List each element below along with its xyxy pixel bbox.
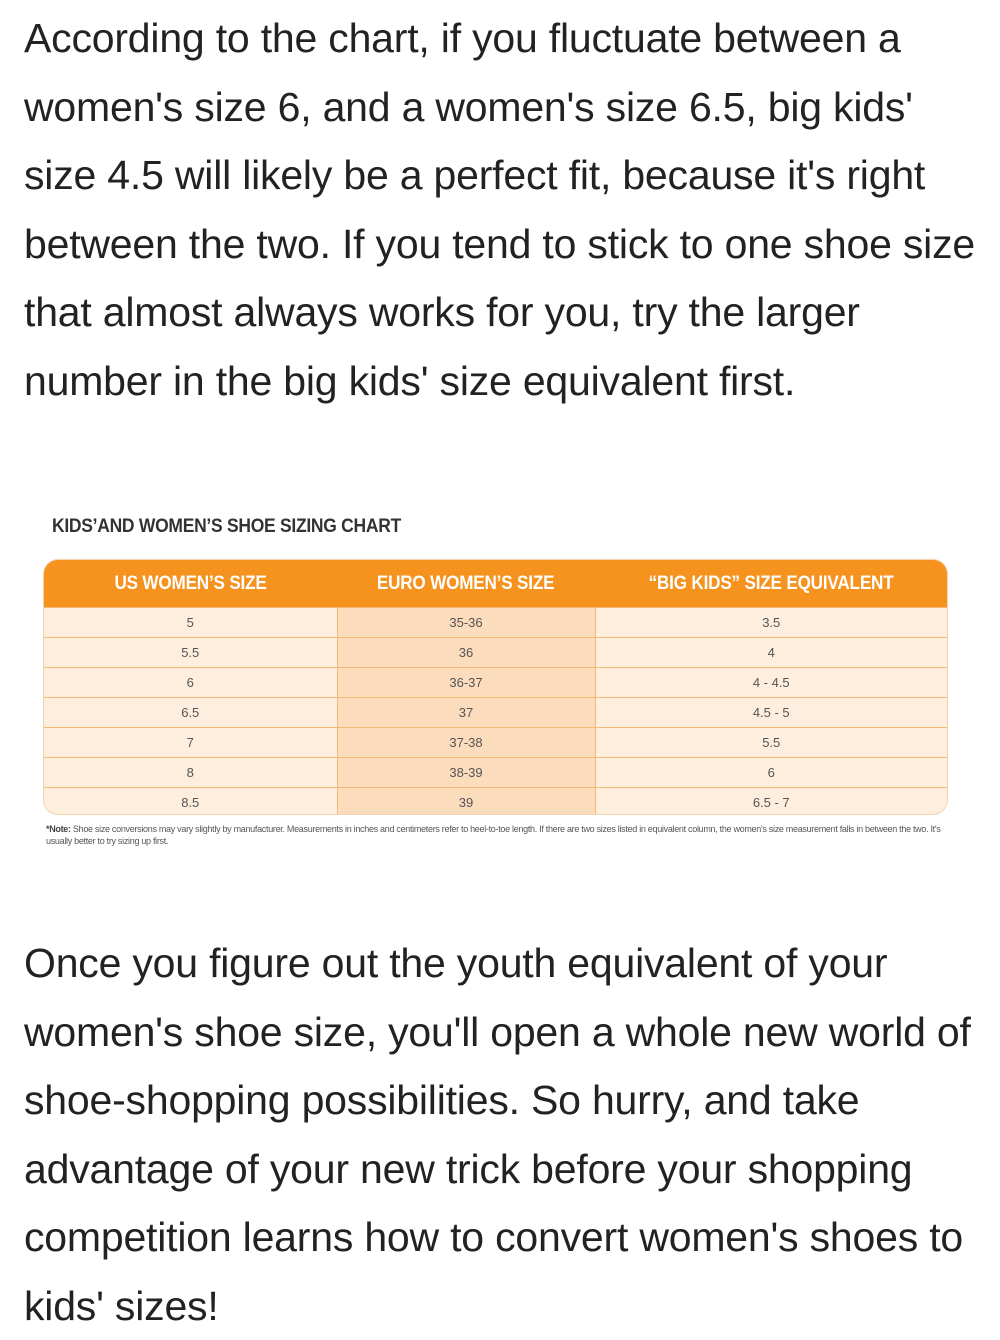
euro-size-cell: 35-36 [337,608,595,638]
table-row [44,758,947,788]
us-size-cell: 8 [44,758,337,788]
column-header-us-womens: US WOMEN’S SIZE [44,560,337,608]
table-row [44,668,947,698]
big-kids-size-cell: 3.5 [595,608,947,638]
table-row [44,788,947,815]
table-row [44,638,947,668]
euro-size-cell: 37 [337,698,595,728]
euro-size-cell: 36 [337,638,595,668]
big-kids-size-cell: 6 [595,758,947,788]
euro-size-cell: 38-39 [337,758,595,788]
us-size-cell: 8.5 [44,788,337,815]
us-size-cell: 6 [44,668,337,698]
intro-paragraph: According to the chart, if you fluctuate between a women's size 6, and a women's size 6.5, big kids' size 4.5 will likely be a perfect fit, because it's right between the two. If you tend to stick to one shoe size that almost always works for you, try the larger number in the big kids' size equivalent first. [24,15,975,404]
us-size-cell: 6.5 [44,698,337,728]
euro-size-cell: 39 [337,788,595,815]
us-size-cell: 5 [44,608,337,638]
big-kids-size-cell: 4 - 4.5 [595,668,947,698]
note-label: *Note: [46,824,71,834]
table-row [44,608,947,638]
euro-size-cell: 36-37 [337,668,595,698]
closing-paragraph: Once you figure out the youth equivalent of your women's shoe size, you'll open a whole new world of shoe-shopping possibilities. So hurry, and take advantage of your new trick before your shopping competition learns how to convert women's shoes to kids' sizes! [24,940,971,1329]
euro-size-cell: 37-38 [337,728,595,758]
big-kids-size-cell: 4 [595,638,947,668]
us-size-cell: 7 [44,728,337,758]
shoe-sizing-chart [44,560,947,814]
column-header-euro-womens: EURO WOMEN’S SIZE [337,560,595,608]
big-kids-size-cell: 6.5 - 7 [595,788,947,815]
sizing-table [44,560,947,814]
note-text: Shoe size conversions may vary slightly by manufacturer. Measurements in inches and centimeters refer to heel-to-toe length. If there are two sizes listed in equivalent column, the women's size measurement falls in between the two. It's usually better to try sizing up first. [46,824,941,846]
big-kids-size-cell: 5.5 [595,728,947,758]
table-header-row [44,560,947,608]
table-row [44,698,947,728]
chart-footnote [46,823,956,847]
big-kids-size-cell: 4.5 - 5 [595,698,947,728]
table-row [44,728,947,758]
chart-title: KIDS’AND WOMEN’S SHOE SIZING CHART [52,516,401,537]
column-header-big-kids: “BIG KIDS” SIZE EQUIVALENT [595,560,947,608]
us-size-cell: 5.5 [44,638,337,668]
